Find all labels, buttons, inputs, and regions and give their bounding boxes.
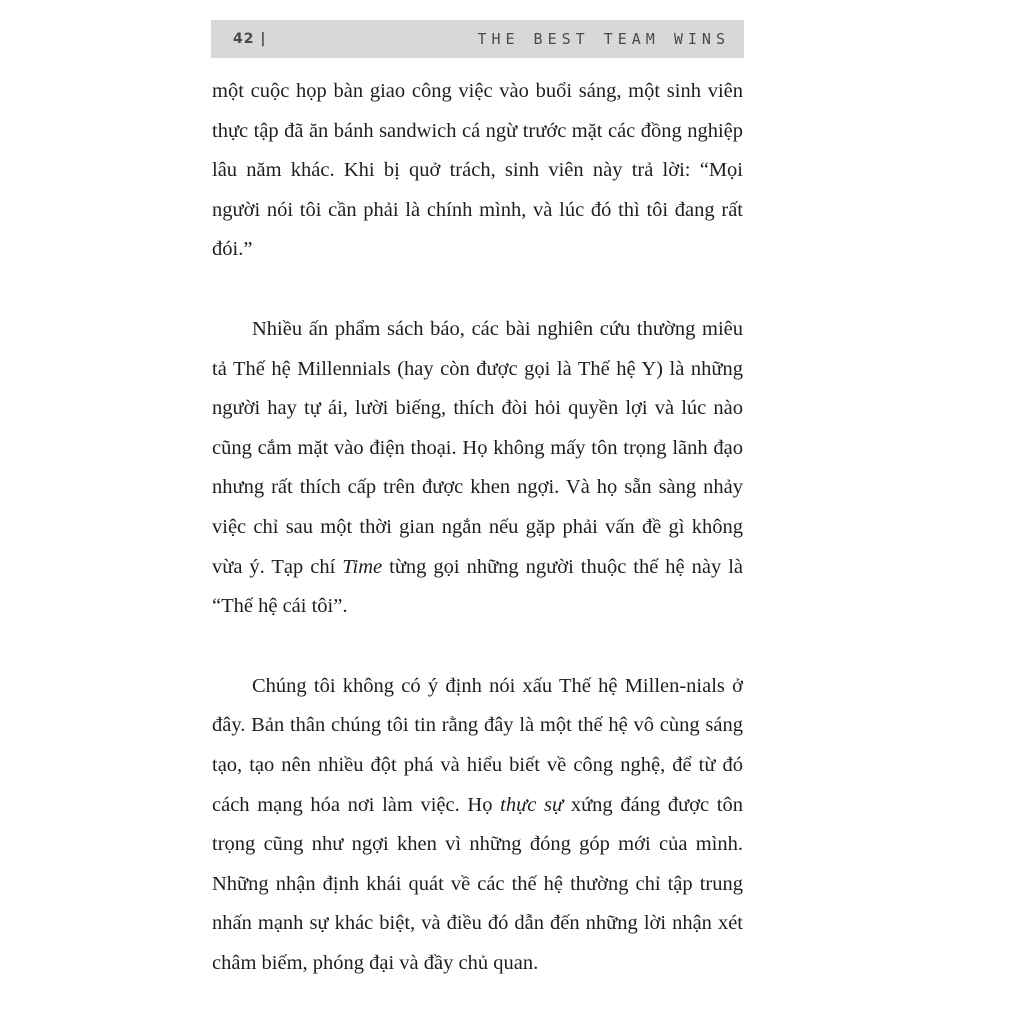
body-text — [212, 72, 743, 983]
paragraph-3-text-b: xứng đáng được tôn trọng cũng như ngợi khen vì những đóng góp mới của mình. Những nhận định khái quát về các thế hệ thường chỉ tập trung nhấn mạnh sự khác biệt, và điều đó dẫn đến những lời nhận xét châm biếm, phóng đại và đầy chủ quan. — [212, 793, 743, 974]
running-header — [211, 20, 744, 58]
page-number — [233, 31, 266, 47]
paragraph-2-text-b: từng gọi những người thuộc thế hệ này là “Thế hệ cái tôi”. — [212, 555, 743, 618]
running-title: THE BEST TEAM WINS — [477, 30, 730, 48]
header-separator: | — [260, 31, 267, 47]
paragraph-3 — [212, 667, 743, 984]
paragraph-2-text-a: Nhiều ấn phẩm sách báo, các bài nghiên cứu thường miêu tả Thế hệ Millennials (hay còn được gọi là Thế hệ Y) là những người hay tự ái, lười biếng, thích đòi hỏi quyền lợi và lúc nào cũng cắm mặt vào điện thoại. Họ không mấy tôn trọng lãnh đạo nhưng rất thích cấp trên được khen ngợi. Và họ sẵn sàng nhảy việc chỉ sau một thời gian ngắn nếu gặp phải vấn đề gì không vừa ý. Tạp chí — [212, 317, 743, 578]
page-number-value: 42 — [233, 31, 255, 47]
paragraph-3-italic: thực sự — [500, 793, 564, 816]
paragraph-3-text-a: Chúng tôi không có ý định nói xấu Thế hệ Millen-nials ở đây. Bản thân chúng tôi tin rằng đây là một thế hệ vô cùng sáng tạo, tạo nên nhiều đột phá và hiểu biết về công nghệ, để từ đó cách mạng hóa nơi làm việc. Họ — [212, 674, 743, 816]
paragraph-2-italic: Time — [342, 555, 383, 578]
paragraph-2 — [212, 310, 743, 627]
paragraph-1: một cuộc họp bàn giao công việc vào buổi sáng, một sinh viên thực tập đã ăn bánh sandwich cá ngừ trước mặt các đồng nghiệp lâu năm khác. Khi bị quở trách, sinh viên này trả lời: “Mọi người nói tôi cần phải là chính mình, và lúc đó thì tôi đang rất đói.” — [212, 80, 743, 261]
